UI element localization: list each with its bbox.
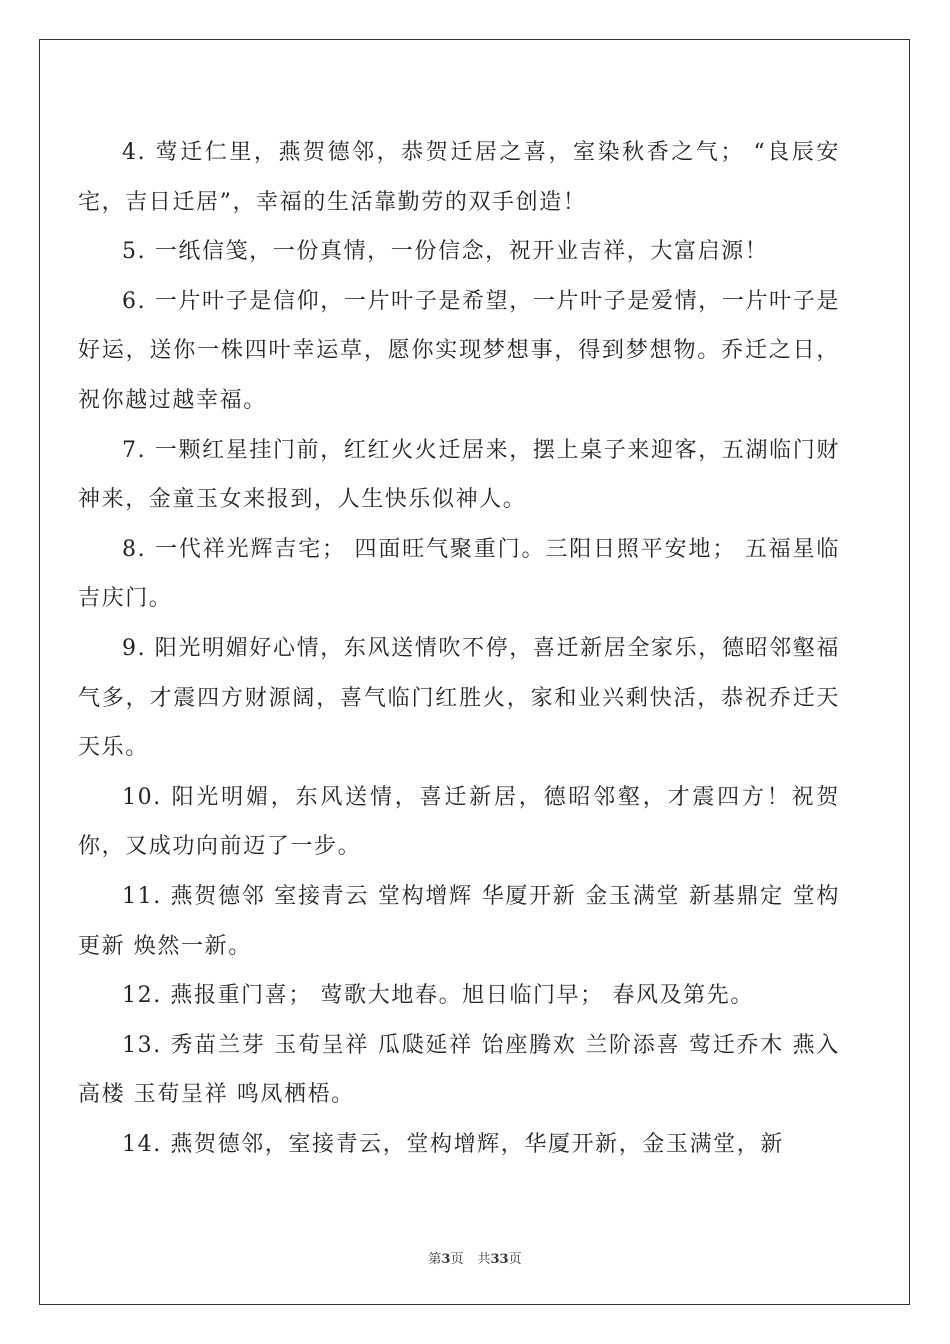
paragraph-13: 13. 秀苗兰芽 玉荀呈祥 瓜瓞延祥 饴座腾欢 兰阶添喜 莺迁乔木 燕入高楼 玉荀呈祥 鸣凤栖梧。: [78, 1032, 840, 1108]
paragraph-12: 12. 燕报重门喜； 莺歌大地春。旭日临门早； 春风及第先。: [122, 983, 754, 1009]
page-number: 3: [441, 1252, 451, 1267]
page-suffix: 页: [450, 1252, 464, 1267]
paragraph-7: 7. 一颗红星挂门前，红红火火迁居来，摆上桌子来迎客，五湖临门财神来，金童玉女来报到，人生快乐似神人。: [78, 437, 840, 513]
paragraph-5: 5. 一纸信笺，一份真情，一份信念，祝开业吉祥，大富启源！: [122, 239, 769, 265]
page-footer: [0, 1248, 950, 1267]
paragraph-14: 14. 燕贺德邻，室接青云，堂构增辉，华厦开新，金玉满堂，新: [122, 1131, 784, 1157]
paragraph-6: 6. 一片叶子是信仰，一片叶子是希望，一片叶子是爱情，一片叶子是好运，送你一株四叶幸运草，愿你实现梦想事，得到梦想物。乔迁之日，祝你越过越幸福。: [78, 288, 840, 413]
paragraph-11: 11. 燕贺德邻 室接青云 堂构增辉 华厦开新 金玉满堂 新基鼎定 堂构更新 焕然一新。: [78, 883, 840, 959]
total-pages: 33: [490, 1252, 509, 1267]
paragraph-8: 8. 一代祥光辉吉宅； 四面旺气聚重门。三阳日照平安地； 五福星临吉庆门。: [78, 536, 840, 612]
paragraph-4: 4. 莺迁仁里，燕贺德邻，恭贺迁居之喜，室染秋香之气； “良辰安宅，吉日迁居”，幸福的生活靠勤劳的双手创造！: [78, 140, 840, 215]
document-body: [78, 128, 840, 1169]
total-prefix: 共: [477, 1252, 491, 1267]
paragraph-10: 10. 阳光明媚，东风送情，喜迁新居，德昭邻壑，才震四方！祝贺你，又成功向前迈了一步。: [78, 784, 840, 860]
total-suffix: 页: [508, 1252, 522, 1267]
page-prefix: 第: [428, 1252, 442, 1267]
paragraph-9: 9. 阳光明媚好心情，东风送情吹不停，喜迁新居全家乐，德昭邻壑福气多，才震四方财源阔，喜气临门红胜火，家和业兴剩快活，恭祝乔迁天天乐。: [78, 635, 840, 761]
